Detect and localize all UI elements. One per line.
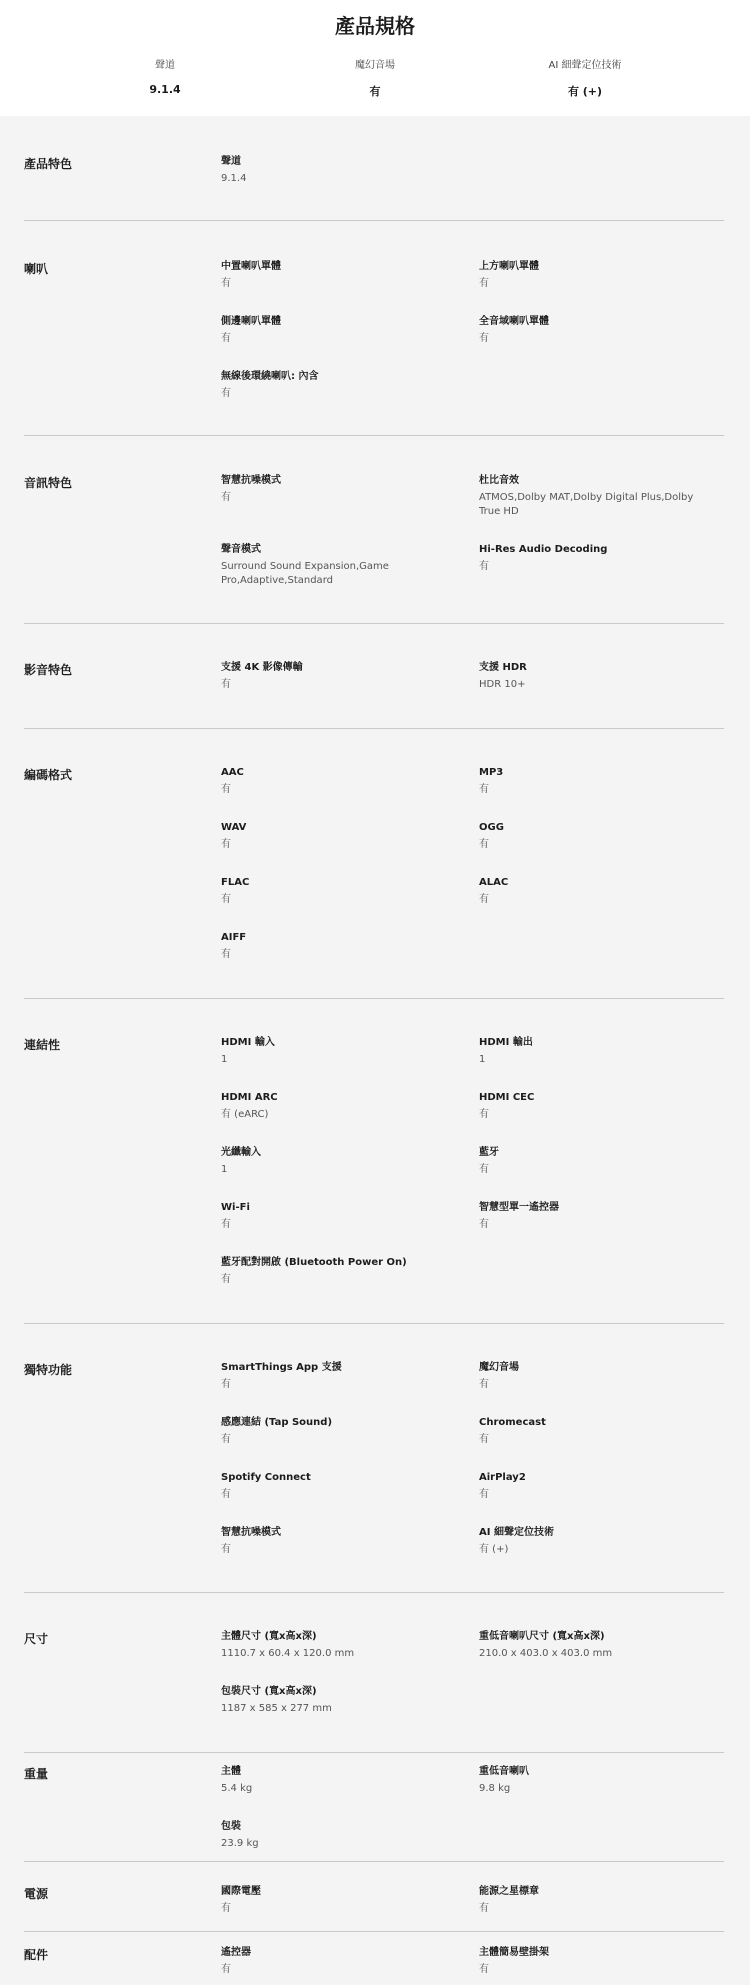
- spec-value: 有: [221, 839, 231, 850]
- spec-label: 智慧抗噪模式: [221, 475, 281, 486]
- spec-value: 有: [479, 784, 489, 795]
- spec-list: [0, 116, 750, 1985]
- spec-label: HDMI 輸出: [479, 1037, 533, 1048]
- highlight-value: 9.1.4: [149, 83, 181, 96]
- spec-label: 包裝: [221, 1821, 241, 1832]
- spec-value: 有: [479, 1379, 489, 1390]
- highlight-q-symphony: [255, 56, 495, 99]
- spec-value: 有: [479, 333, 489, 344]
- spec-item: [221, 766, 451, 797]
- spec-value: 有 (eARC): [221, 1109, 269, 1120]
- spec-value: 有 (+): [479, 1544, 509, 1555]
- spec-item: [479, 766, 709, 797]
- section-divider: [24, 998, 724, 999]
- spec-label: 魔幻音場: [479, 1362, 519, 1373]
- section-title: 電源: [24, 1887, 49, 1901]
- section-divider: [24, 1931, 724, 1932]
- spec-value: 有: [221, 1274, 231, 1285]
- spec-value: 有: [479, 1489, 489, 1500]
- highlight-label: 魔幻音場: [355, 60, 395, 71]
- spec-item: [221, 1471, 451, 1502]
- spec-label: 聲音模式: [221, 544, 261, 555]
- spec-label: 遙控器: [221, 1947, 251, 1958]
- spec-item: [479, 543, 709, 574]
- spec-item: [221, 155, 451, 186]
- spec-item: [221, 1146, 451, 1177]
- spec-label: 藍牙: [479, 1147, 499, 1158]
- spec-label: 支援 HDR: [479, 662, 527, 673]
- highlight-value: 有 (+): [567, 85, 603, 98]
- spec-label: 感應連結 (Tap Sound): [221, 1417, 333, 1428]
- spec-label: 無線後環繞喇叭: 內含: [221, 371, 319, 382]
- highlight-ai-sound: [465, 56, 705, 99]
- spec-value: 有: [221, 1903, 231, 1914]
- spec-value: 有: [221, 1434, 231, 1445]
- spec-item: [221, 1885, 451, 1916]
- highlight-channels: [45, 56, 285, 96]
- spec-value: Surround Sound Expansion,Game Pro,Adaptive,Standard: [221, 561, 389, 586]
- spec-item: [479, 474, 709, 519]
- spec-label: SmartThings App 支援: [221, 1362, 342, 1373]
- section-divider: [24, 623, 724, 624]
- section-divider: [24, 1323, 724, 1324]
- spec-label: 上方喇叭單體: [479, 261, 539, 272]
- spec-item: [221, 821, 451, 852]
- spec-item: [221, 1201, 451, 1232]
- highlight-label: 聲道: [155, 60, 175, 71]
- spec-value: 有: [479, 1164, 489, 1175]
- section-title: 配件: [24, 1948, 49, 1962]
- spec-value: 1: [221, 1054, 228, 1065]
- spec-label: 杜比音效: [479, 475, 519, 486]
- spec-value: 有: [221, 492, 231, 503]
- spec-item: [479, 1630, 709, 1661]
- section-divider: [24, 1592, 724, 1593]
- spec-item: [221, 1820, 451, 1851]
- spec-value: 23.9 kg: [221, 1838, 259, 1849]
- spec-item: [221, 1416, 451, 1447]
- section-divider: [24, 220, 724, 221]
- spec-label: 中置喇叭單體: [221, 261, 281, 272]
- spec-label: 聲道: [221, 156, 241, 167]
- spec-label: 主體: [221, 1766, 241, 1777]
- spec-label: MP3: [479, 767, 504, 778]
- spec-label: Chromecast: [479, 1417, 546, 1428]
- spec-value: 有: [221, 333, 231, 344]
- spec-item: [221, 370, 451, 401]
- spec-label: ALAC: [479, 877, 509, 888]
- spec-label: 藍牙配對開啟 (Bluetooth Power On): [221, 1257, 407, 1268]
- spec-value: 有: [479, 1434, 489, 1445]
- spec-item: [221, 1091, 451, 1122]
- spec-value: 有: [221, 278, 231, 289]
- spec-label: 包裝尺寸 (寬x高x深): [221, 1686, 317, 1697]
- spec-item: [221, 1036, 451, 1067]
- spec-value: 1: [479, 1054, 486, 1065]
- highlight-value: 有: [369, 85, 381, 98]
- spec-value: 有: [221, 784, 231, 795]
- spec-item: [221, 315, 451, 346]
- section-title: 重量: [24, 1767, 49, 1781]
- spec-item: [221, 1946, 451, 1977]
- spec-item: [479, 1146, 709, 1177]
- spec-value: 有: [479, 839, 489, 850]
- spec-value: 9.1.4: [221, 173, 247, 184]
- spec-value: ATMOS,Dolby MAT,Dolby Digital Plus,Dolby True HD: [479, 492, 694, 517]
- spec-item: [221, 1685, 451, 1716]
- spec-item: [479, 876, 709, 907]
- spec-label: Wi-Fi: [221, 1202, 250, 1213]
- spec-value: 有: [479, 1903, 489, 1914]
- spec-label: 重低音喇叭: [479, 1766, 529, 1777]
- spec-label: Spotify Connect: [221, 1472, 311, 1483]
- spec-value: 有: [221, 1964, 231, 1975]
- section-title: 喇叭: [24, 262, 49, 276]
- spec-label: HDMI 輸入: [221, 1037, 275, 1048]
- section-divider: [24, 435, 724, 436]
- spec-value: 1187 x 585 x 277 mm: [221, 1703, 332, 1714]
- spec-value: 有: [221, 1544, 231, 1555]
- spec-item: [221, 474, 451, 505]
- spec-value: 有: [479, 561, 489, 572]
- spec-label: AAC: [221, 767, 244, 778]
- spec-item: [221, 1526, 451, 1557]
- section-title: 獨特功能: [24, 1363, 73, 1377]
- spec-label: 智慧型單一遙控器: [479, 1202, 559, 1213]
- section-divider: [24, 1861, 724, 1862]
- spec-label: FLAC: [221, 877, 250, 888]
- spec-item: [221, 661, 451, 692]
- spec-item: [479, 1036, 709, 1067]
- spec-label: 能源之星標章: [479, 1886, 539, 1897]
- spec-label: AirPlay2: [479, 1472, 526, 1483]
- spec-item: [479, 1946, 709, 1977]
- spec-value: 有: [221, 388, 231, 399]
- section-title: 尺寸: [24, 1632, 49, 1646]
- spec-label: 全音域喇叭單體: [479, 316, 549, 327]
- section-divider: [24, 1752, 724, 1753]
- header-area: [0, 0, 750, 116]
- spec-item: [479, 661, 709, 692]
- spec-label: HDMI CEC: [479, 1092, 535, 1103]
- spec-item: [221, 1256, 521, 1287]
- spec-item: [479, 1361, 709, 1392]
- spec-value: 210.0 x 403.0 x 403.0 mm: [479, 1648, 613, 1659]
- spec-value: 有: [221, 1379, 231, 1390]
- spec-item: [479, 1091, 709, 1122]
- spec-item: [479, 260, 709, 291]
- section-title: 編碼格式: [24, 768, 73, 782]
- spec-label: 側邊喇叭單體: [221, 316, 281, 327]
- spec-item: [479, 1416, 709, 1447]
- spec-label: 主體簡易壁掛架: [479, 1947, 549, 1958]
- spec-value: 有: [479, 1219, 489, 1230]
- spec-label: 光纖輸入: [221, 1147, 261, 1158]
- spec-item: [479, 821, 709, 852]
- spec-value: 有: [221, 1219, 231, 1230]
- spec-value: HDR 10+: [479, 679, 526, 690]
- spec-item: [479, 1765, 709, 1796]
- spec-item: [479, 315, 709, 346]
- spec-label: AI 細聲定位技術: [479, 1527, 554, 1538]
- section-title: 音訊特色: [24, 476, 73, 490]
- spec-label: 國際電壓: [221, 1886, 261, 1897]
- spec-value: 有: [479, 1964, 489, 1975]
- spec-label: WAV: [221, 822, 247, 833]
- page-title: 產品規格: [335, 14, 415, 38]
- spec-item: [221, 1630, 451, 1661]
- spec-label: HDMI ARC: [221, 1092, 278, 1103]
- spec-value: 有: [479, 894, 489, 905]
- spec-value: 9.8 kg: [479, 1783, 511, 1794]
- section-title: 產品特色: [24, 157, 73, 171]
- spec-item: [221, 260, 451, 291]
- spec-item: [479, 1885, 709, 1916]
- spec-item: [221, 1361, 451, 1392]
- spec-value: 1110.7 x 60.4 x 120.0 mm: [221, 1648, 355, 1659]
- section-title: 連結性: [24, 1038, 61, 1052]
- spec-item: [221, 931, 451, 962]
- spec-value: 有: [479, 1109, 489, 1120]
- spec-label: 重低音喇叭尺寸 (寬x高x深): [479, 1631, 605, 1642]
- spec-item: [479, 1471, 709, 1502]
- spec-label: 主體尺寸 (寬x高x深): [221, 1631, 317, 1642]
- spec-label: OGG: [479, 822, 504, 833]
- highlight-label: AI 細聲定位技術: [548, 60, 622, 71]
- spec-value: 有: [221, 679, 231, 690]
- spec-value: 有: [221, 894, 231, 905]
- spec-label: Hi-Res Audio Decoding: [479, 544, 608, 555]
- spec-value: 1: [221, 1164, 228, 1175]
- spec-item: [221, 543, 451, 588]
- spec-item: [479, 1201, 709, 1232]
- spec-value: 有: [479, 278, 489, 289]
- section-divider: [24, 728, 724, 729]
- spec-label: AIFF: [221, 932, 247, 943]
- spec-label: 支援 4K 影像傳輸: [221, 662, 303, 673]
- section-title: 影音特色: [24, 663, 73, 677]
- spec-item: [221, 876, 451, 907]
- spec-value: 有: [221, 949, 231, 960]
- spec-value: 有: [221, 1489, 231, 1500]
- spec-item: [479, 1526, 709, 1557]
- spec-value: 5.4 kg: [221, 1783, 253, 1794]
- spec-label: 智慧抗噪模式: [221, 1527, 281, 1538]
- spec-item: [221, 1765, 451, 1796]
